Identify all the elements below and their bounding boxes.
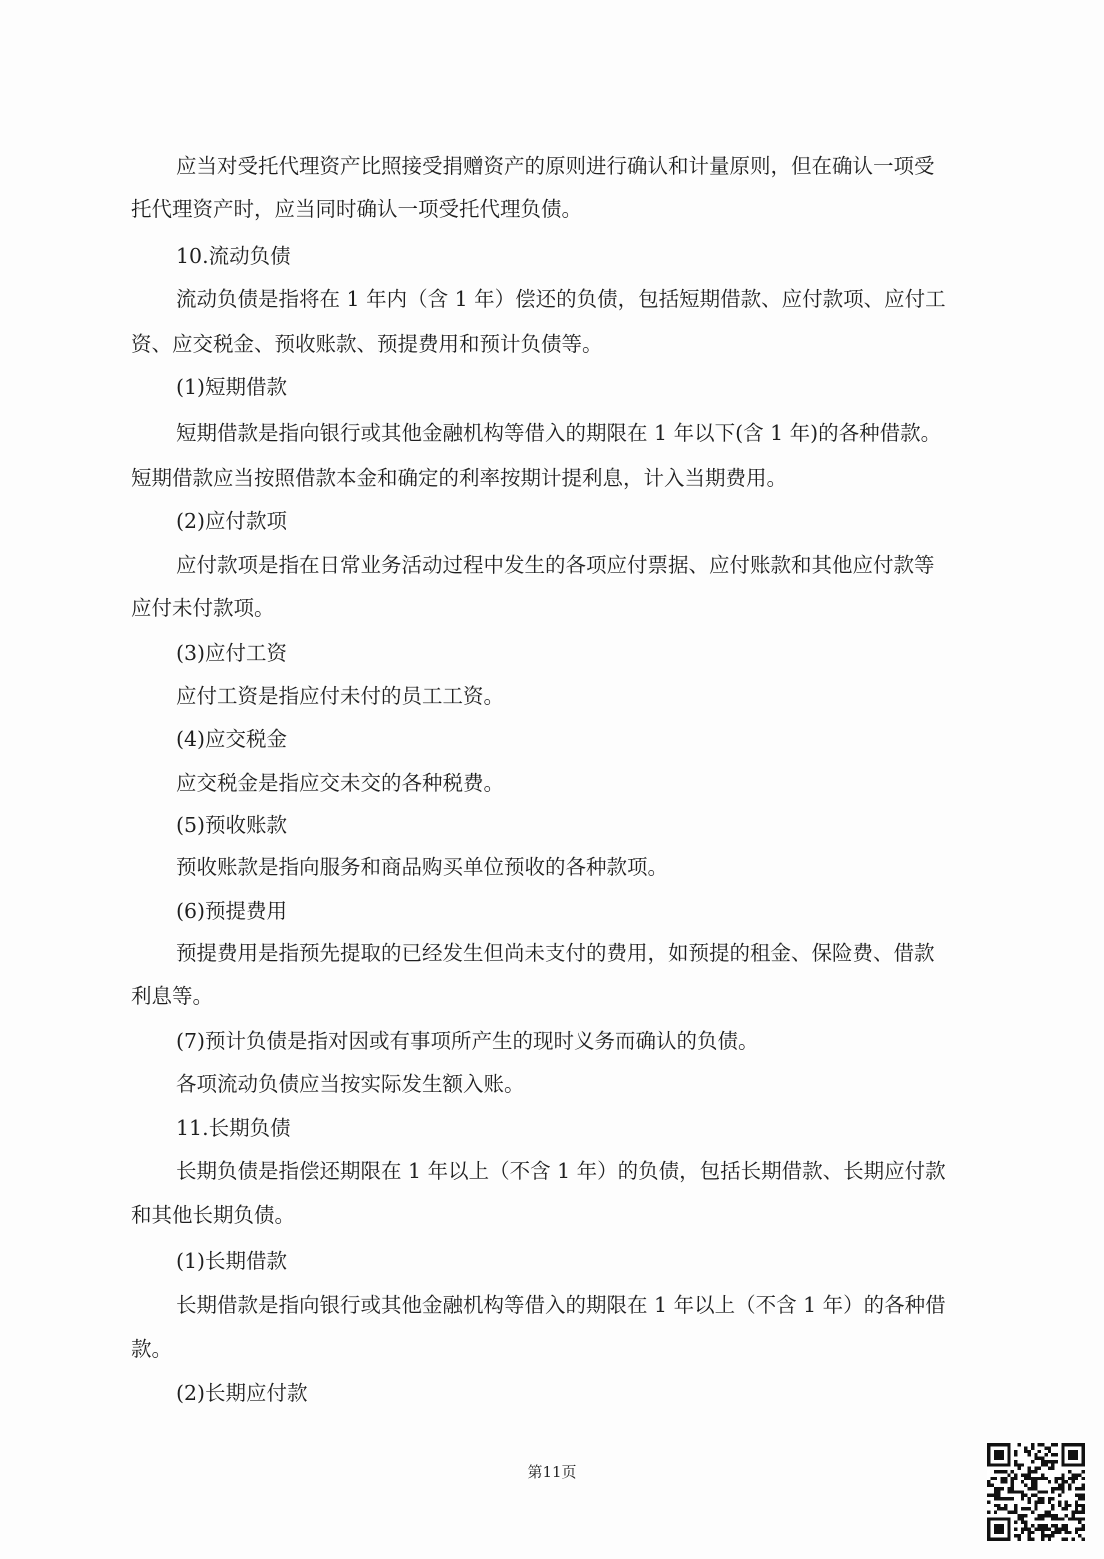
paragraph-line: 流动负债是指将在 1 年内（含 1 年）偿还的负债，包括短期借款、应付款项、应付工	[176, 287, 946, 311]
paragraph-line: 应交税金是指应交未交的各种税费。	[176, 771, 504, 795]
paragraph-line: (3)应付工资	[176, 641, 288, 665]
paragraph-line: (7)预计负债是指对因或有事项所产生的现时义务而确认的负债。	[176, 1029, 759, 1053]
paragraph-line: 短期借款是指向银行或其他金融机构等借入的期限在 1 年以下(含 1 年)的各种借款。	[176, 421, 942, 445]
qr-code-icon	[987, 1443, 1085, 1541]
paragraph-line: (1)短期借款	[176, 375, 288, 399]
paragraph-continuation-line: 托代理资产时，应当同时确认一项受托代理负债。	[131, 197, 582, 221]
paragraph-line: 长期借款是指向银行或其他金融机构等借入的期限在 1 年以上（不含 1 年）的各种借	[176, 1293, 946, 1317]
paragraph-line: 应付工资是指应付未付的员工工资。	[176, 684, 504, 708]
paragraph-line: 应当对受托代理资产比照接受捐赠资产的原则进行确认和计量原则，但在确认一项受	[176, 154, 935, 178]
paragraph-line: 应付款项是指在日常业务活动过程中发生的各项应付票据、应付账款和其他应付款等	[176, 553, 935, 577]
paragraph-continuation-line: 应付未付款项。	[131, 596, 275, 620]
paragraph-continuation-line: 资、应交税金、预收账款、预提费用和预计负债等。	[131, 332, 603, 356]
paragraph-line: 各项流动负债应当按实际发生额入账。	[176, 1072, 525, 1096]
paragraph-continuation-line: 利息等。	[131, 984, 213, 1008]
paragraph-continuation-line: 和其他长期负债。	[131, 1203, 295, 1227]
paragraph-line: (1)长期借款	[176, 1249, 288, 1273]
paragraph-line: 11.长期负债	[176, 1116, 291, 1140]
paragraph-line: 10.流动负债	[176, 244, 291, 268]
paragraph-line: (4)应交税金	[176, 727, 288, 751]
paragraph-line: 长期负债是指偿还期限在 1 年以上（不含 1 年）的负债，包括长期借款、长期应付款	[176, 1159, 946, 1183]
paragraph-line: (2)应付款项	[176, 509, 288, 533]
paragraph-continuation-line: 短期借款应当按照借款本金和确定的利率按期计提利息，计入当期费用。	[131, 466, 787, 490]
paragraph-line: (5)预收账款	[176, 813, 288, 837]
paragraph-line: 预提费用是指预先提取的已经发生但尚未支付的费用，如预提的租金、保险费、借款	[176, 941, 935, 965]
paragraph-line: (2)长期应付款	[176, 1381, 308, 1405]
paragraph-continuation-line: 款。	[131, 1337, 172, 1361]
page-number: 第11页	[527, 1463, 577, 1481]
paragraph-line: 预收账款是指向服务和商品购买单位预收的各种款项。	[176, 855, 668, 879]
paragraph-line: (6)预提费用	[176, 899, 288, 923]
